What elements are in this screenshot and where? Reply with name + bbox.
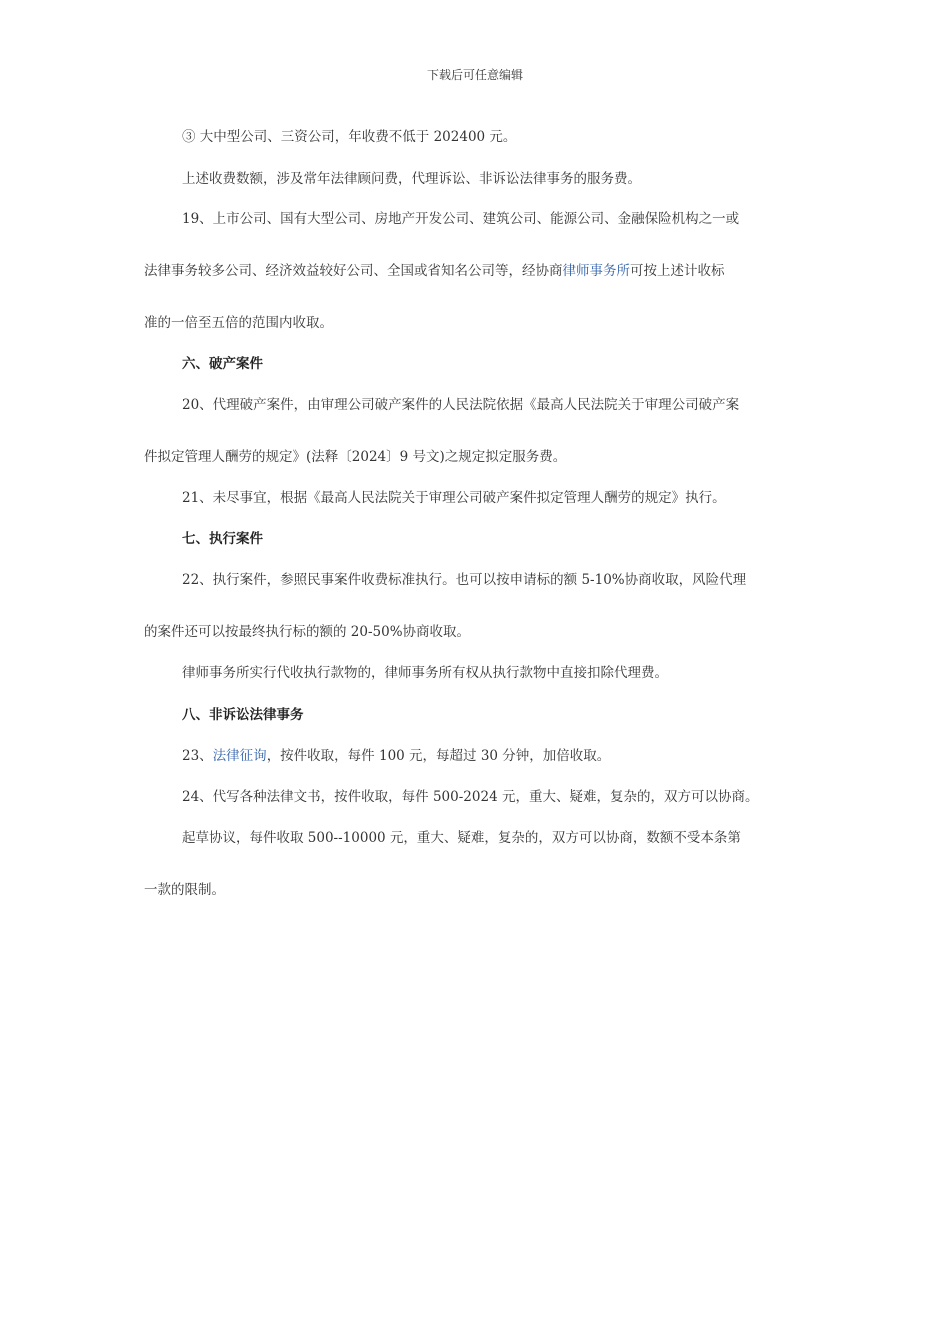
text-span: 可按上述计收标 xyxy=(630,263,725,279)
paragraph-line: 准的一倍至五倍的范围内收取。 xyxy=(144,315,333,331)
paragraph-line: 上述收费数额，涉及常年法律顾问费，代理诉讼、非诉讼法律事务的服务费。 xyxy=(182,171,641,187)
section-heading: 八、非诉讼法律事务 xyxy=(182,707,304,723)
paragraph-line: 的案件还可以按最终执行标的额的 20-50%协商收取。 xyxy=(144,624,471,640)
text-span: 23、 xyxy=(182,748,213,764)
paragraph-line xyxy=(182,747,610,765)
page-header: 下载后可任意编辑 xyxy=(426,68,523,82)
text-span: 法律事务较多公司、经济效益较好公司、全国或省知名公司等，经协商 xyxy=(144,263,563,279)
paragraph-line: 21、未尽事宜，根据《最高人民法院关于审理公司破产案件拟定管理人酬劳的规定》执行。 xyxy=(182,490,726,506)
paragraph-line: 19、上市公司、国有大型公司、房地产开发公司、建筑公司、能源公司、金融保险机构之一或 xyxy=(182,211,740,227)
paragraph-line: 起草协议，每件收取 500--10000 元，重大、疑难，复杂的，双方可以协商，数额不受本条第 xyxy=(182,830,741,846)
paragraph-line: 24、代写各种法律文书，按件收取，每件 500-2024 元，重大、疑难，复杂的，双方可以协商。 xyxy=(182,789,759,805)
paragraph-line: 20、代理破产案件，由审理公司破产案件的人民法院依据《最高人民法院关于审理公司破产案 xyxy=(182,397,740,413)
paragraph-line: 律师事务所实行代收执行款物的，律师事务所有权从执行款物中直接扣除代理费。 xyxy=(182,665,668,681)
text-span: ，按件收取，每件 100 元，每超过 30 分钟，加倍收取。 xyxy=(266,748,611,764)
legal-consultation-link[interactable]: 法律征询 xyxy=(212,748,267,764)
paragraph-line: 件拟定管理人酬劳的规定》(法释〔2024〕9 号文)之规定拟定服务费。 xyxy=(144,449,567,465)
paragraph-line: 22、执行案件，参照民事案件收费标准执行。也可以按申请标的额 5-10%协商收取，风险代理 xyxy=(182,572,747,588)
paragraph-line: ③ 大中型公司、三资公司，年收费不低于 202400 元。 xyxy=(182,129,517,145)
paragraph-line xyxy=(144,262,725,280)
law-firm-link[interactable]: 律师事务所 xyxy=(562,263,630,279)
section-heading: 七、执行案件 xyxy=(182,531,263,547)
paragraph-line: 一款的限制。 xyxy=(144,882,225,898)
section-heading: 六、破产案件 xyxy=(182,356,263,372)
